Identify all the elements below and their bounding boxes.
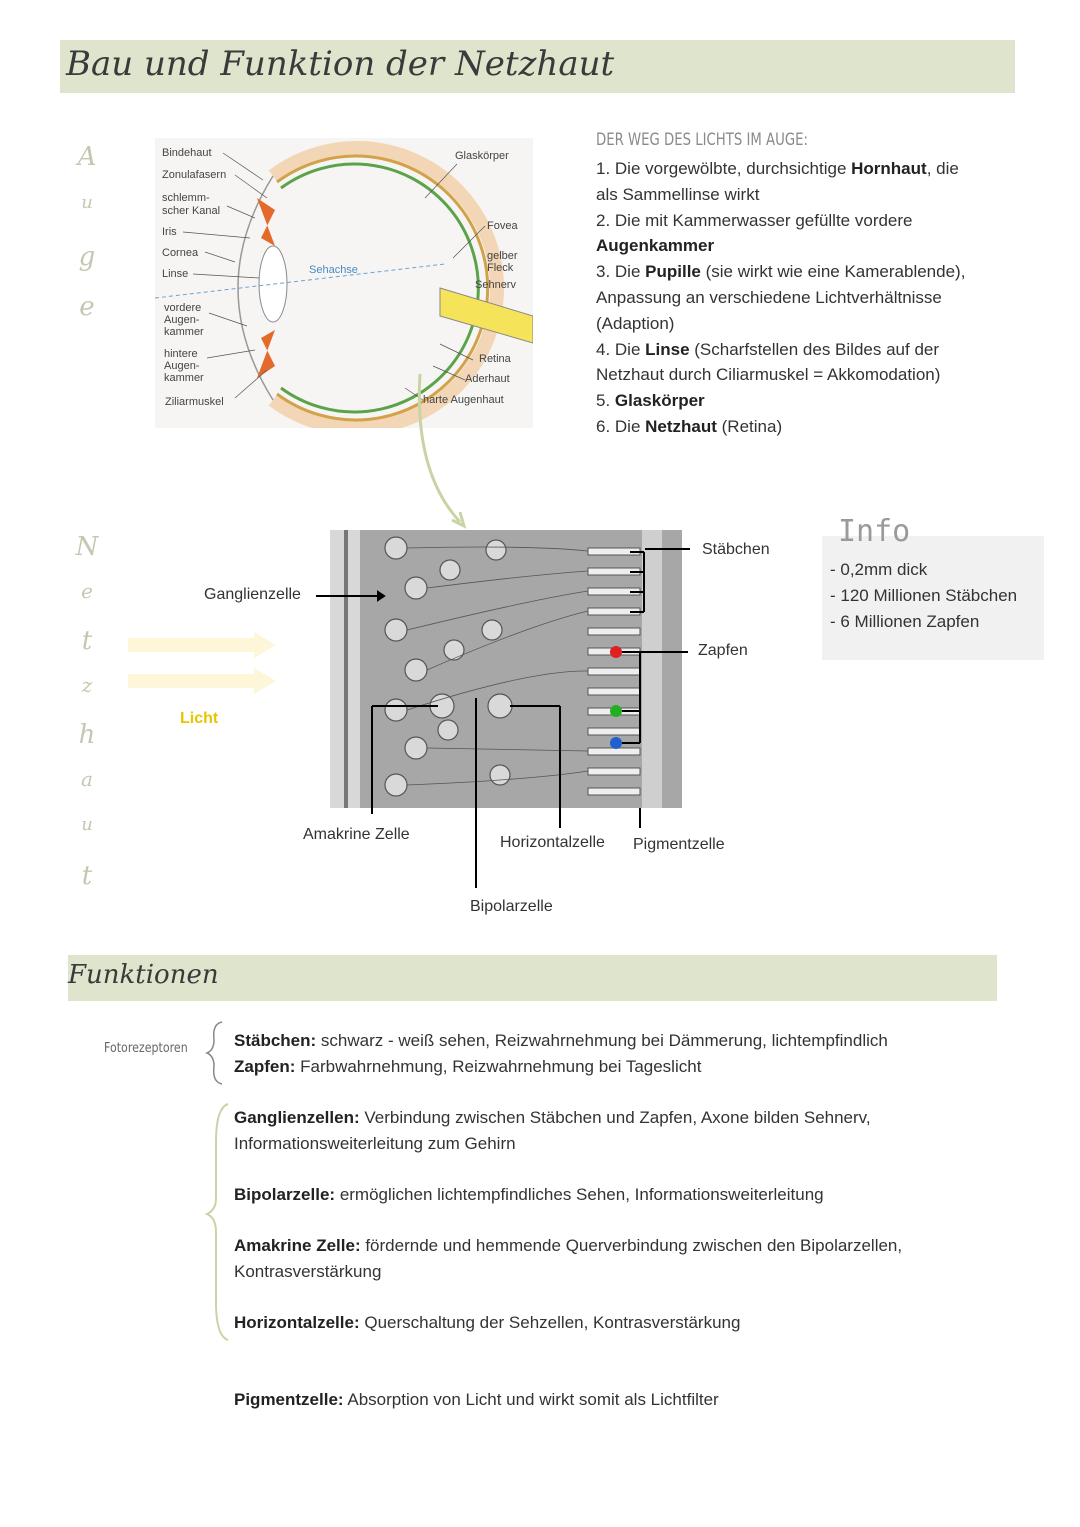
func-pigmentzelle: Pigmentzelle: Absorption von Licht und wirkt somit als Lichtfilter bbox=[234, 1390, 719, 1409]
label-schlemm: schlemm- bbox=[162, 192, 210, 204]
weg-line: Augenkammer bbox=[596, 236, 715, 256]
weg-line: Anpassung an verschiedene Lichtverhältnisse bbox=[596, 287, 942, 307]
weg-line: 3. Die Pupille (sie wirkt wie eine Kamerablende), bbox=[596, 262, 966, 282]
func-staebchen: Stäbchen: schwarz - weiß sehen, Reizwahrnehmung bei Dämmerung, lichtempfindlich bbox=[234, 1031, 888, 1050]
label-ganglienzelle: Ganglienzelle bbox=[204, 586, 301, 603]
label-pigmentzelle: Pigmentzelle bbox=[633, 836, 725, 853]
label-vordere-2: Augen- bbox=[164, 314, 200, 326]
label-bipolarzelle: Bipolarzelle bbox=[470, 898, 553, 915]
info-item: - 6 Millionen Zapfen bbox=[830, 612, 980, 631]
side-letter: N bbox=[75, 532, 99, 562]
side-letter: e bbox=[81, 579, 93, 603]
label-amakrine-zelle: Amakrine Zelle bbox=[303, 826, 410, 843]
label-hintere: hintere bbox=[164, 348, 198, 360]
label-bindehaut: Bindehaut bbox=[162, 147, 212, 159]
label-horizontalzelle: Horizontalzelle bbox=[500, 834, 605, 851]
weg-line: Netzhaut durch Ciliarmuskel = Akkomodation) bbox=[596, 365, 941, 385]
info-item: - 0,2mm dick bbox=[830, 560, 928, 579]
info-box bbox=[822, 514, 1044, 660]
label-vordere: vordere bbox=[164, 302, 202, 314]
func-bipolarzelle: Bipolarzelle: ermöglichen lichtempfindliches Sehen, Informationsweiterleitung bbox=[234, 1185, 824, 1204]
func-amakrine-zelle: Amakrine Zelle: fördernde und hemmende Querverbindung zwischen den Bipolarzellen, Kontrasverstärkung bbox=[234, 1236, 903, 1281]
label-vordere-3: kammer bbox=[164, 326, 204, 338]
side-letter: a bbox=[81, 767, 93, 791]
label-linse: Linse bbox=[162, 268, 189, 280]
label-staebchen: Stäbchen bbox=[702, 541, 770, 558]
label-gelber: gelber bbox=[487, 250, 518, 262]
weg-line: 1. Die vorgewölbte, durchsichtige Hornhaut, die bbox=[596, 159, 959, 178]
side-word-netzhaut bbox=[72, 532, 102, 908]
side-letter: t bbox=[81, 861, 93, 891]
page-title: Bau und Funktion der Netzhaut bbox=[66, 44, 615, 84]
label-zapfen: Zapfen bbox=[698, 642, 748, 659]
label-harte-augenhaut: harte Augenhaut bbox=[423, 394, 504, 406]
weg-line: 6. Die Netzhaut (Retina) bbox=[596, 416, 783, 436]
func-zapfen: Zapfen: Farbwahrnehmung, Reizwahrnehmung bei Tageslicht bbox=[234, 1057, 702, 1076]
weg-line: als Sammellinse wirkt bbox=[596, 184, 760, 204]
weg-line: (Adaption) bbox=[596, 313, 675, 333]
label-fleck: Fleck bbox=[487, 262, 514, 274]
side-letter: A bbox=[77, 142, 97, 172]
func-ganglienzellen: Ganglienzellen: Verbindung zwischen Stäbchen und Zapfen, Axone bilden Sehnerv, Informationsweiterleitung zum Gehirn bbox=[234, 1108, 871, 1153]
info-heading: Info bbox=[838, 514, 911, 549]
side-letter: u bbox=[81, 814, 93, 835]
label-retina: Retina bbox=[479, 353, 511, 365]
side-word-auge bbox=[72, 142, 102, 342]
side-letter: e bbox=[79, 292, 95, 322]
label-zonulafasern: Zonulafasern bbox=[162, 169, 227, 181]
label-licht: Licht bbox=[180, 710, 219, 727]
brace-fotorezeptoren bbox=[204, 1020, 228, 1086]
func-horizontalzelle: Horizontalzelle: Querschaltung der Sehzellen, Kontrasverstärkung bbox=[234, 1313, 741, 1332]
side-letter: h bbox=[78, 720, 96, 750]
label-fovea: Fovea bbox=[487, 220, 518, 232]
label-sehachse: Sehachse bbox=[309, 264, 358, 276]
fotorezeptoren-label: Fotorezeptoren bbox=[104, 1041, 188, 1056]
label-sehnerv: Sehnerv bbox=[475, 279, 516, 291]
side-letter: g bbox=[78, 242, 96, 272]
weg-line: 2. Die mit Kammerwasser gefüllte vordere bbox=[596, 210, 913, 230]
side-letter: u bbox=[81, 192, 93, 213]
weg-line: 5. Glaskörper bbox=[596, 391, 705, 411]
label-ziliarmuskel: Ziliarmuskel bbox=[165, 396, 224, 408]
label-iris: Iris bbox=[162, 226, 177, 238]
weg-line: 4. Die Linse (Scharfstellen des Bildes auf der bbox=[596, 339, 940, 359]
label-hintere-3: kammer bbox=[164, 372, 204, 384]
weg-heading: DER WEG DES LICHTS IM AUGE: bbox=[596, 130, 808, 150]
brace-cells bbox=[204, 1102, 234, 1342]
side-letter: z bbox=[81, 673, 93, 697]
zoom-arrow bbox=[408, 372, 488, 532]
weg-des-lichts bbox=[596, 130, 1036, 440]
label-hintere-2: Augen- bbox=[164, 360, 200, 372]
label-aderhaut: Aderhaut bbox=[465, 373, 510, 385]
info-item: - 120 Millionen Stäbchen bbox=[830, 586, 1018, 605]
label-schlemm-2: scher Kanal bbox=[162, 205, 221, 217]
funktionen-heading: Funktionen bbox=[68, 960, 219, 990]
side-letter: t bbox=[81, 626, 93, 656]
label-glaskoerper: Glaskörper bbox=[455, 150, 509, 162]
light-arrows bbox=[126, 630, 286, 700]
label-cornea: Cornea bbox=[162, 247, 199, 259]
